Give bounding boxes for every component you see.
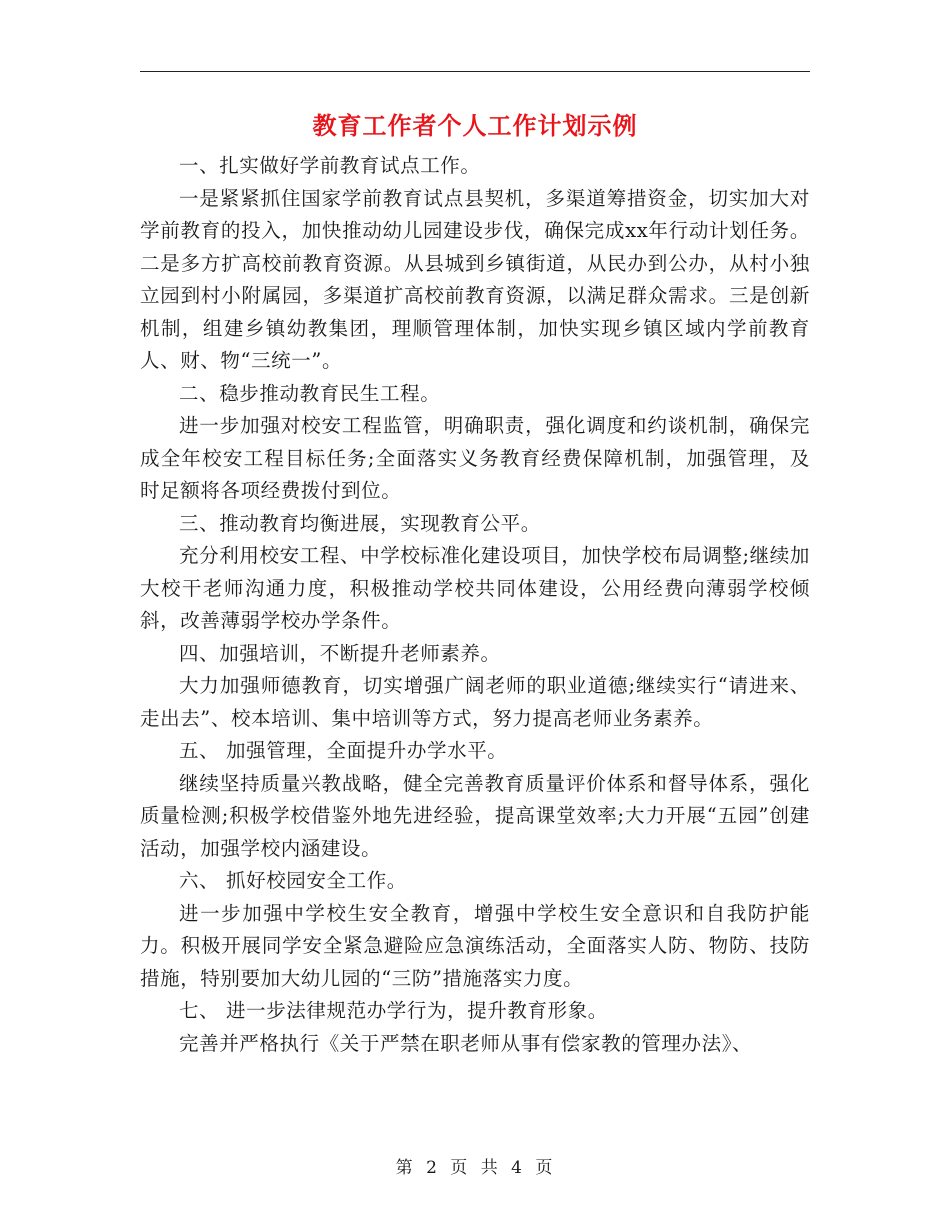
footer-total-prefix: 共 xyxy=(480,1158,500,1178)
paragraph-body-1: 一是紧紧抓住国家学前教育试点县契机，多渠道筹措资金，切实加大对学前教育的投入，加快推动幼儿园建设步伐，确保完成xx年行动计划任务。二是多方扩高校前教育资源。从县城到乡镇街道，从民办到公办，从村小独立园到村小附属园，多渠道扩高校前教育资源，以满足群众需求。三是创新机制，组建乡镇幼教集团，理顺管理体制，加快实现乡镇区域内学前教育人、财、物“三统一”。 xyxy=(140,186,810,372)
paragraph-body-6: 进一步加强中学校生安全教育，增强中学校生安全意识和自我防护能力。积极开展同学安全紧急避险应急演练活动，全面落实人防、物防、技防措施，特别要加大幼儿园的“三防”措施落实力度。 xyxy=(140,901,810,990)
paragraph-body-2: 进一步加强对校安工程监管，明确职责，强化调度和约谈机制，确保完成全年校安工程目标任务;全面落实义务教育经费保障机制，加强管理，及时足额将各项经费拨付到位。 xyxy=(140,414,810,502)
document-title: 教育工作者个人工作计划示例 xyxy=(312,111,638,140)
paragraph-heading-7: 七、 进一步法律规范办学行为，提升教育形象。 xyxy=(179,999,608,1022)
paragraph-body-5: 继续坚持质量兴教战略，健全完善教育质量评价体系和督导体系，强化质量检测;积极学校借鉴外地先进经验，提高课堂效率;大力开展“五园”创建活动，加强学校内涵建设。 xyxy=(140,771,810,860)
paragraph-heading-6: 六、 抓好校园安全工作。 xyxy=(179,869,407,892)
paragraph-body-4: 大力加强师德教育，切实增强广阔老师的职业道德;继续实行“请进来、走出去”、校本培训、集中培训等方式，努力提高老师业务素养。 xyxy=(140,674,810,730)
paragraph-heading-2: 二、稳步推动教育民生工程。 xyxy=(179,381,441,405)
paragraph-heading-5: 五、 加强管理，全面提升办学水平。 xyxy=(179,739,508,762)
paragraph-body-3: 充分利用校安工程、中学校标准化建设项目，加快学校布局调整;继续加大校干老师沟通力度，积极推动学校共同体建设，公用经费向薄弱学校倾斜，改善薄弱学校办学条件。 xyxy=(140,544,810,632)
footer-page-label: 页 xyxy=(450,1158,470,1178)
footer-total-suffix: 页 xyxy=(535,1158,555,1178)
paragraph-heading-1: 一、扎实做好学前教育试点工作。 xyxy=(179,154,481,177)
footer-current-page: 2 xyxy=(426,1158,439,1178)
paragraph-body-7: 完善并严格执行《关于严禁在职老师从事有偿家教的管理办法》、 xyxy=(179,1031,753,1055)
document-body xyxy=(140,150,810,1060)
footer-prefix: 第 xyxy=(395,1158,415,1178)
header-rule xyxy=(140,71,810,72)
paragraph-heading-3: 三、推动教育均衡进展，实现教育公平。 xyxy=(179,511,541,535)
paragraph-heading-4: 四、加强培训，不断提升老师素养。 xyxy=(179,641,501,665)
footer-total-pages: 4 xyxy=(511,1158,524,1178)
page-footer xyxy=(140,1153,810,1178)
